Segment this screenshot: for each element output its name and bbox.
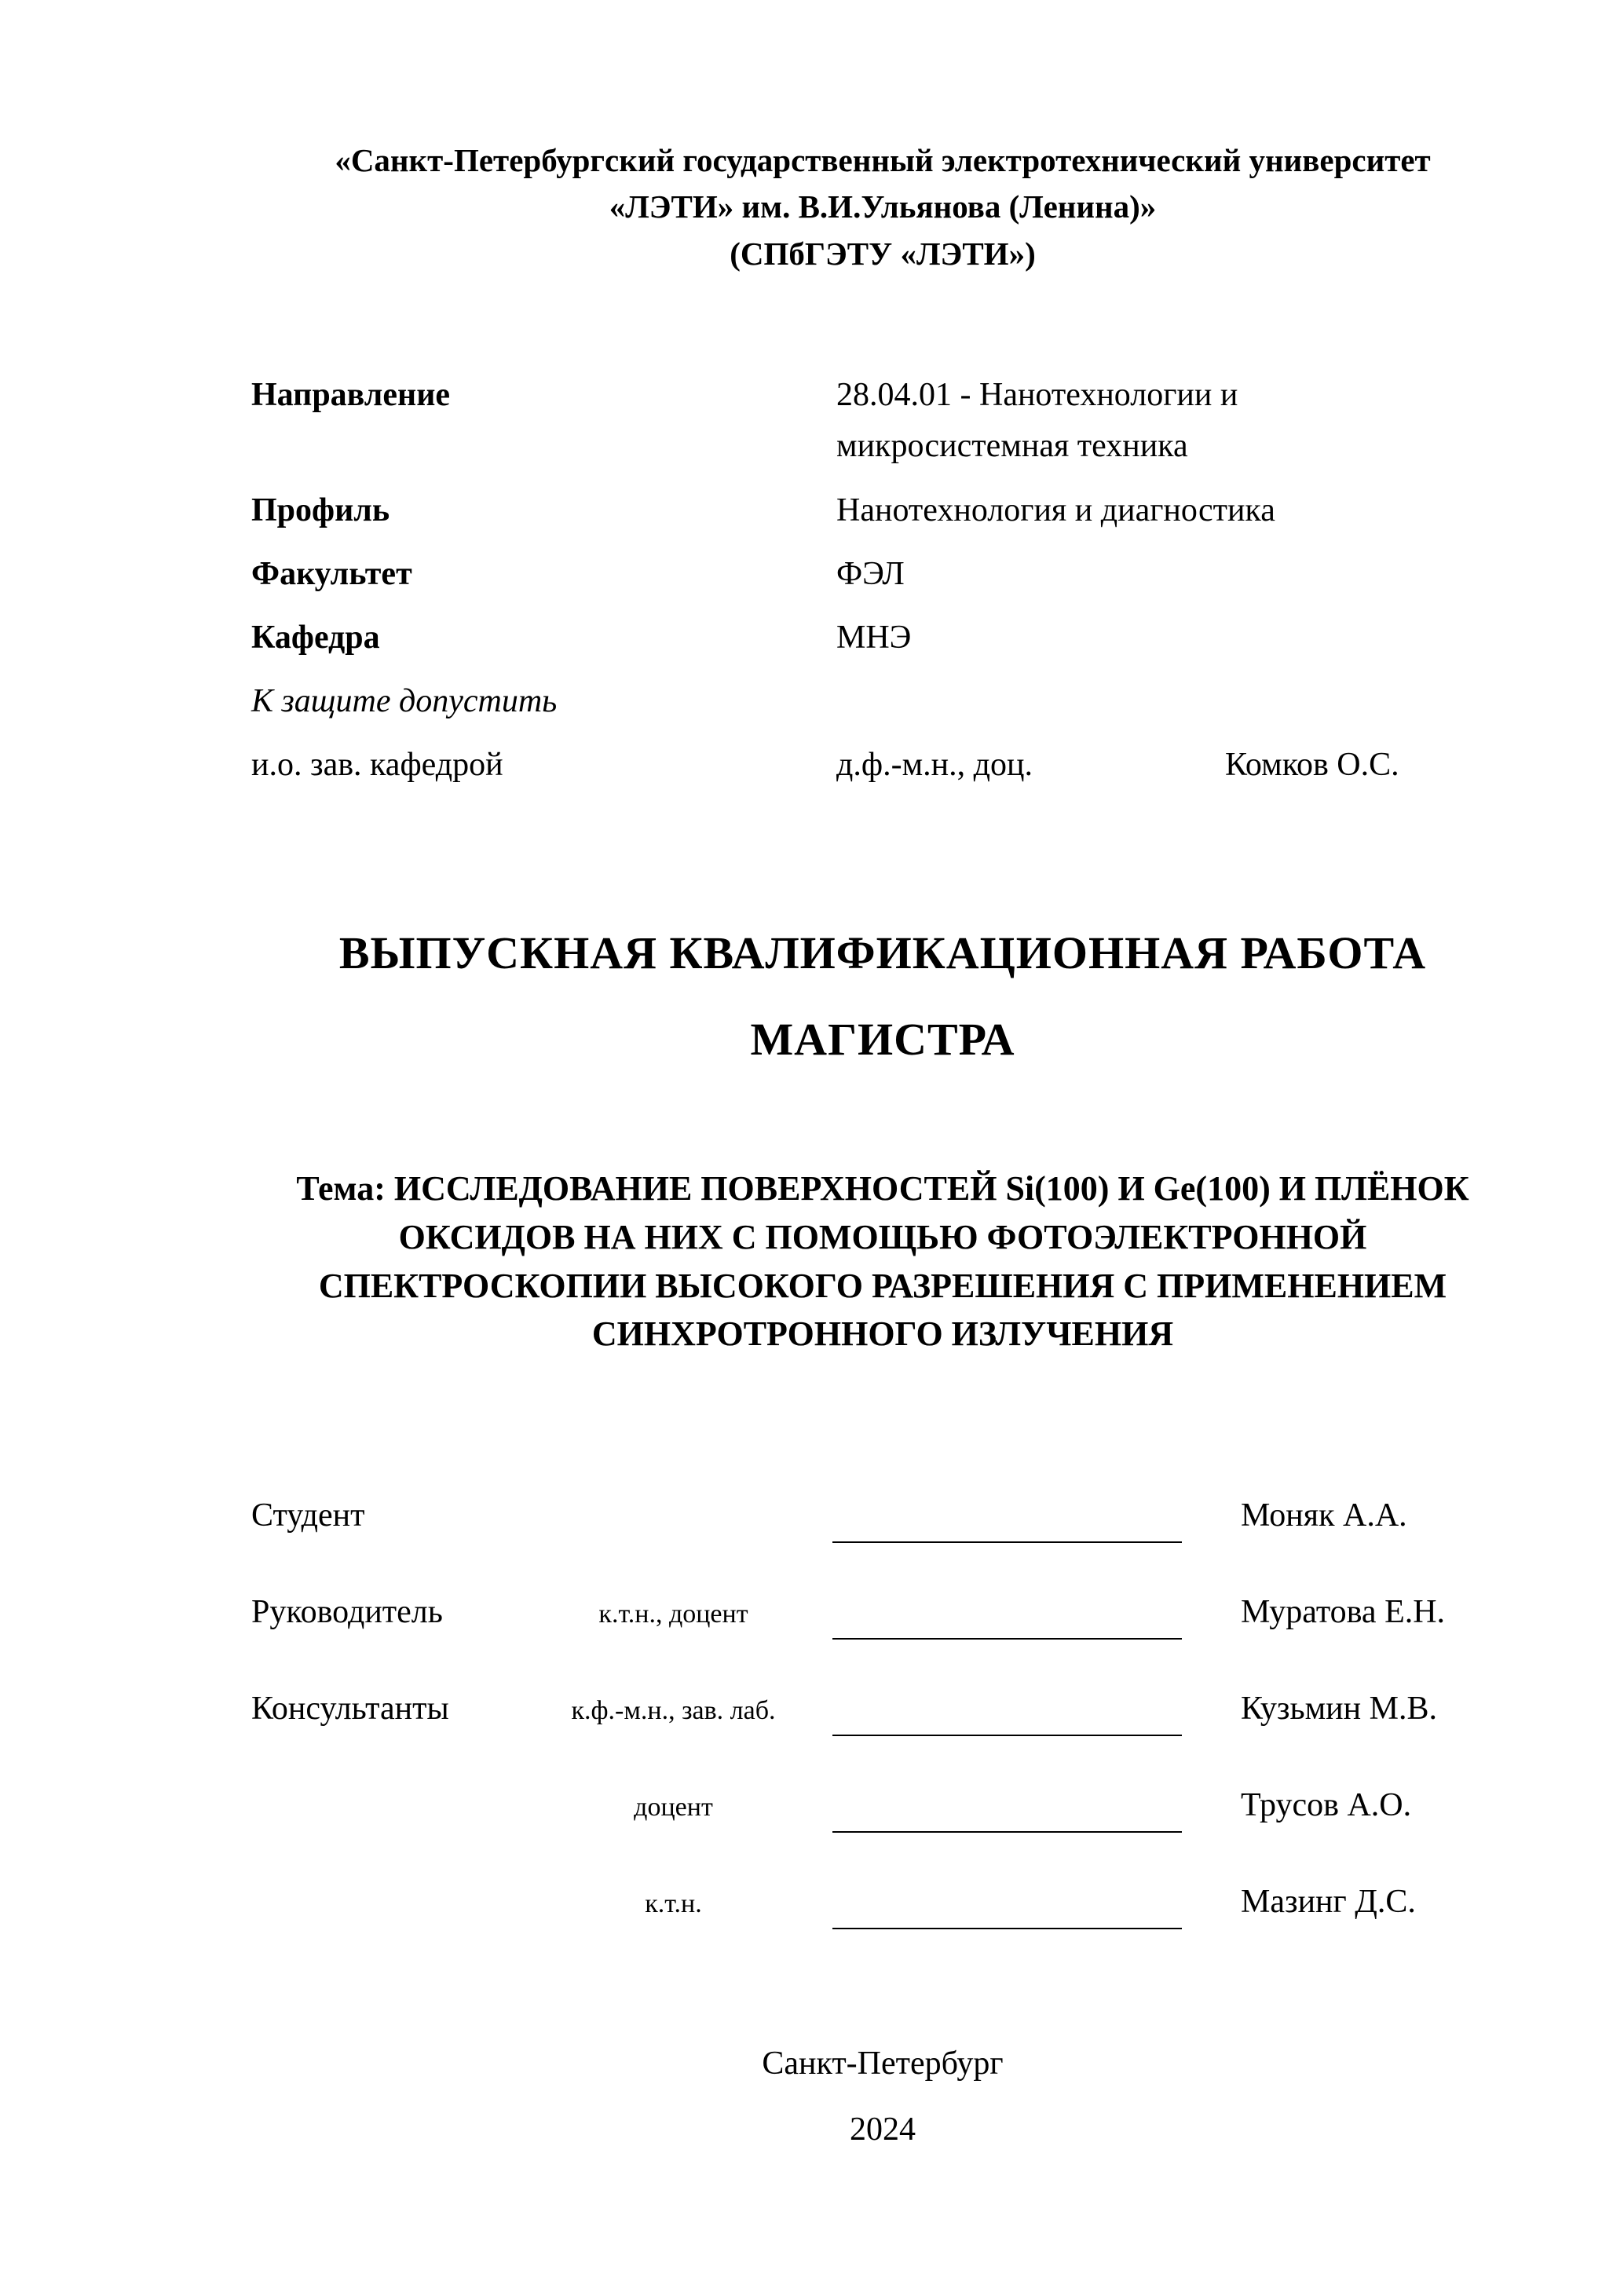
footer-year: 2024 — [850, 2111, 916, 2148]
work-title-line1: ВЫПУСКНАЯ КВАЛИФИКАЦИОННАЯ РАБОТА — [338, 927, 1427, 978]
signature-row-consultant-3 — [251, 1877, 1514, 1929]
work-title-line2: МАГИСТРА — [750, 1014, 1015, 1066]
program-row-faculty — [251, 549, 1514, 600]
signature-degree: к.т.н., доцент — [598, 1599, 748, 1629]
program-details — [251, 370, 1514, 791]
direction-label: Направление — [251, 377, 451, 414]
signature-name: Моняк А.А. — [1241, 1497, 1407, 1534]
signature-role: Консультанты — [251, 1690, 449, 1727]
signature-degree: доцент — [634, 1793, 713, 1822]
signature-name: Кузьмин М.В. — [1241, 1690, 1437, 1727]
profile-label: Профиль — [251, 492, 390, 528]
department-head-row — [251, 740, 1514, 791]
admission-note: К защите допустить — [251, 682, 558, 719]
signature-line — [832, 1684, 1182, 1736]
head-degree: д.ф.-м.н., доц. — [836, 746, 1033, 783]
thesis-theme: Тема: ИССЛЕДОВАНИЕ ПОВЕРХНОСТЕЙ Si(100) И Ge(100) И ПЛЁНОК ОКСИДОВ НА НИХ С ПОМОЩЬЮ ФОТОЭЛЕКТРОННОЙ СПЕКТРОСКОПИИ ВЫСОКОГО РАЗРЕШЕНИЯ С ПРИМЕНЕНИЕМ СИНХРОТРОННОГО ИЗЛУЧЕНИЯ — [296, 1169, 1469, 1354]
signature-degree: к.т.н. — [645, 1889, 702, 1919]
footer-city: Санкт-Петербург — [762, 2046, 1004, 2082]
signatures-block — [251, 1490, 1514, 1929]
university-abbreviation: (СПбГЭТУ «ЛЭТИ») — [730, 235, 1036, 272]
department-label: Кафедра — [251, 619, 380, 656]
signature-line — [832, 1877, 1182, 1929]
faculty-label: Факультет — [251, 555, 412, 592]
head-name: Комков О.С. — [1225, 746, 1399, 783]
head-position: и.о. зав. кафедрой — [251, 746, 503, 783]
signature-name: Трусов А.О. — [1241, 1787, 1412, 1823]
signature-row-student — [251, 1490, 1514, 1543]
admission-note-row — [251, 676, 1514, 727]
page-footer — [251, 2031, 1514, 2163]
faculty-value: ФЭЛ — [836, 555, 905, 592]
program-row-direction — [251, 370, 1514, 472]
direction-value: 28.04.01 - Нанотехнологии и микросистемная техника — [836, 377, 1238, 465]
signature-row-consultant-2 — [251, 1780, 1514, 1833]
work-title — [251, 910, 1514, 1083]
program-row-profile — [251, 485, 1514, 536]
signature-degree: к.ф.-м.н., зав. лаб. — [571, 1695, 776, 1725]
signature-name: Мазинг Д.С. — [1241, 1884, 1416, 1921]
signature-role: Студент — [251, 1497, 365, 1534]
signature-role: Руководитель — [251, 1593, 443, 1630]
signature-row-supervisor — [251, 1587, 1514, 1640]
signature-line — [832, 1490, 1182, 1543]
department-value: МНЭ — [836, 619, 912, 656]
university-name-line2: «ЛЭТИ» им. В.И.Ульянова (Ленина)» — [609, 188, 1157, 225]
profile-value: Нанотехнология и диагностика — [836, 492, 1275, 528]
signature-name: Муратова Е.Н. — [1241, 1593, 1446, 1630]
signature-row-consultant-1 — [251, 1684, 1514, 1736]
signature-line — [832, 1587, 1182, 1640]
signature-line — [832, 1780, 1182, 1833]
university-header — [251, 137, 1514, 277]
university-name-line1: «Санкт-Петербургский государственный электротехнический университет — [335, 142, 1431, 178]
program-row-department — [251, 612, 1514, 664]
